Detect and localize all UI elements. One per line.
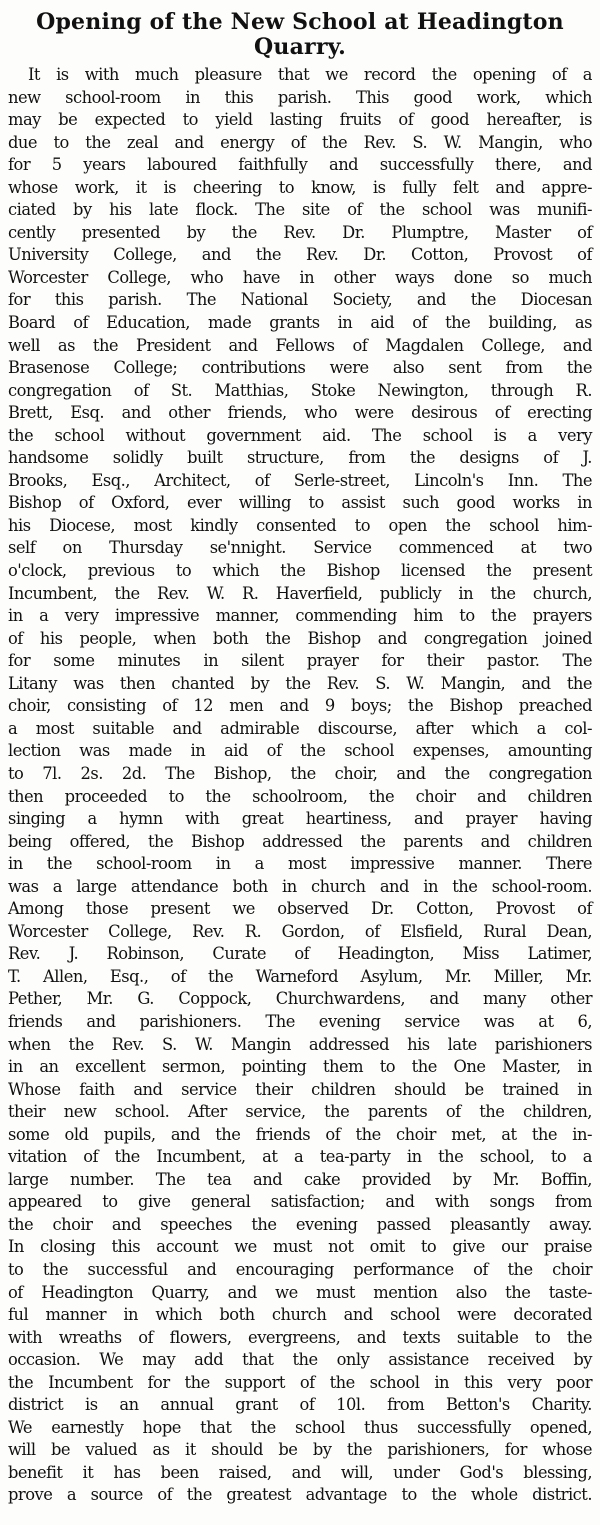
article-line: the school without government aid. The school is a very: [8, 425, 592, 445]
article-line: In closing this account we must not omit to give our praise: [8, 1237, 592, 1257]
article-line: o'clock, previous to which the Bishop licensed the present: [8, 561, 592, 581]
article-line: for 5 years laboured faithfully and successfully there, and: [8, 155, 592, 175]
article-line: singing a hymn with great heartiness, and prayer having: [8, 809, 592, 829]
article-line: well as the President and Fellows of Magdalen College, and: [8, 335, 592, 355]
article-line: a most suitable and admirable discourse, after which a col-: [8, 718, 592, 738]
article-line: large number. The tea and cake provided by Mr. Boffin,: [8, 1169, 592, 1189]
article-body: [8, 64, 592, 1507]
article-line: the Incumbent for the support of the school in this very poor: [8, 1372, 592, 1392]
article-line: district is an annual grant of 10l. from Betton's Charity.: [8, 1395, 592, 1415]
article-line: will be valued as it should be by the parishioners, for whose: [8, 1440, 592, 1460]
article-line: vitation of the Incumbent, at a tea-party in the school, to a: [8, 1147, 592, 1167]
article-line: occasion. We may add that the only assistance received by: [8, 1350, 592, 1370]
article-line: benefit it has been raised, and will, under God's blessing,: [8, 1462, 592, 1482]
article-line: Incumbent, the Rev. W. R. Haverfield, publicly in the church,: [8, 583, 592, 603]
article-line: due to the zeal and energy of the Rev. S. W. Mangin, who: [8, 132, 592, 152]
article-line: whose work, it is cheering to know, is fully felt and appre-: [8, 177, 592, 197]
article-line: Board of Education, made grants in aid of the building, as: [8, 313, 592, 333]
article-line: prove a source of the greatest advantage to the whole district.: [8, 1485, 592, 1505]
article-line: Brasenose College; contributions were also sent from the: [8, 358, 592, 378]
article-line: the choir and speeches the evening passed pleasantly away.: [8, 1214, 592, 1234]
article-line: congregation of St. Matthias, Stoke Newington, through R.: [8, 380, 592, 400]
article-headline: Opening of the New School at Headington Quarry.: [36, 9, 564, 60]
article-line: for this parish. The National Society, and the Diocesan: [8, 290, 592, 310]
article-line: Whose faith and service their children should be trained in: [8, 1079, 592, 1099]
article-line: their new school. After service, the parents of the children,: [8, 1102, 592, 1122]
article-line: when the Rev. S. W. Mangin addressed his late parishioners: [8, 1034, 592, 1054]
article-line: Rev. J. Robinson, Curate of Headington, Miss Latimer,: [8, 944, 592, 964]
article-line: self on Thursday se'nnight. Service commenced at two: [8, 538, 592, 558]
article-line: appeared to give general satisfaction; and with songs from: [8, 1192, 592, 1212]
article-line: Worcester College, who have in other ways done so much: [8, 267, 592, 287]
article-line: with wreaths of flowers, evergreens, and texts suitable to the: [8, 1327, 592, 1347]
article-line: T. Allen, Esq., of the Warneford Asylum, Mr. Miller, Mr.: [8, 966, 592, 986]
article-line: to 7l. 2s. 2d. The Bishop, the choir, and the congregation: [8, 763, 592, 783]
article-line: his Diocese, most kindly consented to open the school him-: [8, 515, 592, 535]
article-line: in a very impressive manner, commending him to the prayers: [8, 606, 592, 626]
article-line: Pether, Mr. G. Coppock, Churchwardens, and many other: [8, 989, 592, 1009]
article-line: ful manner in which both church and school were decorated: [8, 1305, 592, 1325]
article-line: to the successful and encouraging performance of the choir: [8, 1259, 592, 1279]
article-line: being offered, the Bishop addressed the parents and children: [8, 831, 592, 851]
article-line: University College, and the Rev. Dr. Cotton, Provost of: [8, 245, 592, 265]
article-line: Brett, Esq. and other friends, who were desirous of erecting: [8, 403, 592, 423]
article-line: Worcester College, Rev. R. Gordon, of Elsfield, Rural Dean,: [8, 921, 592, 941]
article-line: Brooks, Esq., Architect, of Serle-street, Lincoln's Inn. The: [8, 470, 592, 490]
article-line: may be expected to yield lasting fruits of good hereafter, is: [8, 110, 592, 130]
article-line: ciated by his late flock. The site of the school was munifi-: [8, 200, 592, 220]
article-line: friends and parishioners. The evening service was at 6,: [8, 1011, 592, 1031]
article-line: We earnestly hope that the school thus successfully opened,: [8, 1417, 592, 1437]
article-line: choir, consisting of 12 men and 9 boys; the Bishop preached: [8, 696, 592, 716]
article-line: It is with much pleasure that we record the opening of a: [28, 65, 592, 84]
article-line: for some minutes in silent prayer for their pastor. The: [8, 651, 592, 671]
article-line: in an excellent sermon, pointing them to the One Master, in: [8, 1057, 592, 1077]
article-line: Bishop of Oxford, ever willing to assist such good works in: [8, 493, 592, 513]
article-line: of Headington Quarry, and we must mention also the taste-: [8, 1282, 592, 1302]
article-line: new school-room in this parish. This good work, which: [8, 87, 592, 107]
article-line: was a large attendance both in church and in the school-room.: [8, 876, 592, 896]
article-line: then proceeded to the schoolroom, the choir and children: [8, 786, 592, 806]
article-line: Among those present we observed Dr. Cotton, Provost of: [8, 899, 592, 919]
article-line: of his people, when both the Bishop and congregation joined: [8, 628, 592, 648]
article-line: Litany was then chanted by the Rev. S. W. Mangin, and the: [8, 673, 592, 693]
article-line: some old pupils, and the friends of the choir met, at the in-: [8, 1124, 592, 1144]
article-line: in the school-room in a most impressive manner. There: [8, 854, 592, 874]
article-line: lection was made in aid of the school expenses, amounting: [8, 741, 592, 761]
article-line: handsome solidly built structure, from the designs of J.: [8, 448, 592, 468]
article-line: cently presented by the Rev. Dr. Plumptre, Master of: [8, 222, 592, 242]
